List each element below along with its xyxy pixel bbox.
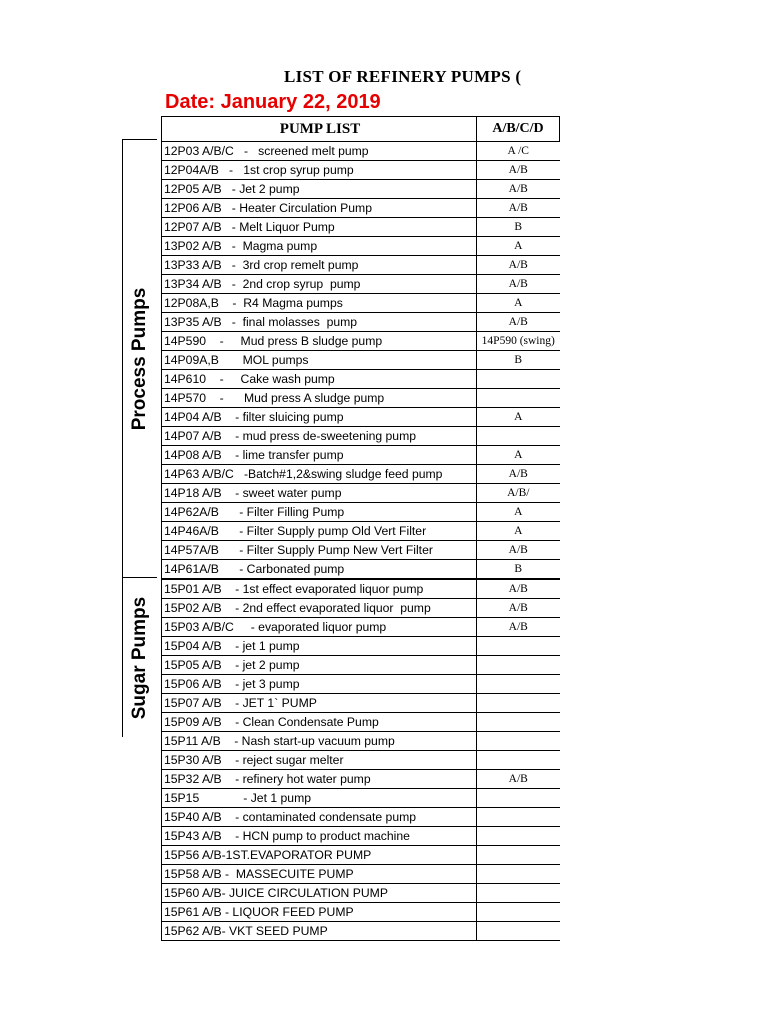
pump-name-cell: 14P09A,B MOL pumps xyxy=(162,351,477,370)
table-row xyxy=(162,427,560,446)
pump-code-cell: A/B xyxy=(477,313,560,332)
table-row xyxy=(162,694,560,713)
table-row xyxy=(162,161,560,180)
table-row xyxy=(162,465,560,484)
pump-name-cell: 14P62A/B - Filter Filling Pump xyxy=(162,503,477,522)
pump-code-cell xyxy=(477,922,560,941)
table-row xyxy=(162,370,560,389)
table-row xyxy=(162,313,560,332)
table-row xyxy=(162,389,560,408)
pump-code-cell xyxy=(477,713,560,732)
table-row xyxy=(162,865,560,884)
pump-name-cell: 14P18 A/B - sweet water pump xyxy=(162,484,477,503)
pump-code-cell: A/B xyxy=(477,199,560,218)
table-row xyxy=(162,503,560,522)
table-row xyxy=(162,408,560,427)
pump-name-cell: 12P03 A/B/C - screened melt pump xyxy=(162,142,477,161)
pump-name-cell: 14P08 A/B - lime transfer pump xyxy=(162,446,477,465)
pump-code-cell: A/B xyxy=(477,541,560,560)
pump-name-cell: 14P610 - Cake wash pump xyxy=(162,370,477,389)
pump-name-cell: 14P57A/B - Filter Supply Pump New Vert Filter xyxy=(162,541,477,560)
pump-name-cell: 15P43 A/B - HCN pump to product machine xyxy=(162,827,477,846)
pump-name-cell: 12P07 A/B - Melt Liquor Pump xyxy=(162,218,477,237)
table-row xyxy=(162,579,560,599)
group-label-process-text: Process Pumps xyxy=(129,287,150,431)
pump-code-cell: A xyxy=(477,503,560,522)
pump-name-cell: 15P61 A/B - LIQUOR FEED PUMP xyxy=(162,903,477,922)
table-row xyxy=(162,351,560,370)
pump-code-cell: A/B xyxy=(477,256,560,275)
date-label: Date: January 22, 2019 xyxy=(165,91,381,113)
table-header-row xyxy=(162,117,560,142)
table-row xyxy=(162,732,560,751)
table-row xyxy=(162,922,560,941)
pump-code-cell xyxy=(477,637,560,656)
table-row xyxy=(162,484,560,503)
pump-code-cell: A xyxy=(477,294,560,313)
pump-name-cell: 15P11 A/B - Nash start-up vacuum pump xyxy=(162,732,477,751)
table-row xyxy=(162,713,560,732)
column-header-code: A/B/C/D xyxy=(477,117,560,142)
table-row xyxy=(162,618,560,637)
column-header-pump-list: PUMP LIST xyxy=(162,117,477,142)
table-row xyxy=(162,446,560,465)
table-row xyxy=(162,199,560,218)
pump-name-cell: 15P30 A/B - reject sugar melter xyxy=(162,751,477,770)
pump-code-cell: A /C xyxy=(477,142,560,161)
pump-name-cell: 13P35 A/B - final molasses pump xyxy=(162,313,477,332)
table-row xyxy=(162,332,560,351)
pump-code-cell xyxy=(477,751,560,770)
table-row xyxy=(162,142,560,161)
table-row xyxy=(162,846,560,865)
pump-code-cell: A xyxy=(477,446,560,465)
pump-code-cell: A/B xyxy=(477,770,560,789)
pump-code-cell xyxy=(477,827,560,846)
pump-name-cell: 14P570 - Mud press A sludge pump xyxy=(162,389,477,408)
pump-name-cell: 13P02 A/B - Magma pump xyxy=(162,237,477,256)
pump-name-cell: 15P58 A/B - MASSECUITE PUMP xyxy=(162,865,477,884)
pump-code-cell xyxy=(477,427,560,446)
table-row xyxy=(162,751,560,770)
pump-code-cell xyxy=(477,656,560,675)
pump-code-cell: A xyxy=(477,237,560,256)
table-row xyxy=(162,218,560,237)
table-row xyxy=(162,770,560,789)
pump-code-cell xyxy=(477,846,560,865)
group-label-sugar-text: Sugar Pumps xyxy=(129,596,150,719)
pump-name-cell: 14P590 - Mud press B sludge pump xyxy=(162,332,477,351)
pump-name-cell: 15P40 A/B - contaminated condensate pump xyxy=(162,808,477,827)
table-row xyxy=(162,675,560,694)
pump-name-cell: 14P63 A/B/C -Batch#1,2&swing sludge feed pump xyxy=(162,465,477,484)
pump-name-cell: 13P33 A/B - 3rd crop remelt pump xyxy=(162,256,477,275)
pump-code-cell: A/B xyxy=(477,465,560,484)
pump-name-cell: 12P05 A/B - Jet 2 pump xyxy=(162,180,477,199)
pump-code-cell: A/B xyxy=(477,275,560,294)
page-title: LIST OF REFINERY PUMPS ( xyxy=(284,67,522,86)
pump-table xyxy=(161,116,560,941)
pump-name-cell: 15P03 A/B/C - evaporated liquor pump xyxy=(162,618,477,637)
table-row xyxy=(162,637,560,656)
table-row xyxy=(162,827,560,846)
pump-code-cell: B xyxy=(477,560,560,580)
table-row xyxy=(162,294,560,313)
table-row xyxy=(162,275,560,294)
pump-code-cell xyxy=(477,865,560,884)
pump-name-cell: 15P56 A/B-1ST.EVAPORATOR PUMP xyxy=(162,846,477,865)
table-row xyxy=(162,237,560,256)
pump-code-cell xyxy=(477,808,560,827)
pump-code-cell xyxy=(477,675,560,694)
pump-code-cell: A/B xyxy=(477,180,560,199)
pump-code-cell xyxy=(477,389,560,408)
pump-code-cell xyxy=(477,732,560,751)
pump-code-cell: A/B/ xyxy=(477,484,560,503)
table-row xyxy=(162,256,560,275)
pump-name-cell: 15P07 A/B - JET 1` PUMP xyxy=(162,694,477,713)
pump-name-cell: 15P60 A/B- JUICE CIRCULATION PUMP xyxy=(162,884,477,903)
table-row xyxy=(162,180,560,199)
pump-code-cell: 14P590 (swing) xyxy=(477,332,560,351)
pump-name-cell: 15P04 A/B - jet 1 pump xyxy=(162,637,477,656)
pump-code-cell: A/B xyxy=(477,618,560,637)
pump-name-cell: 15P09 A/B - Clean Condensate Pump xyxy=(162,713,477,732)
table-row xyxy=(162,541,560,560)
pump-name-cell: 12P04A/B - 1st crop syrup pump xyxy=(162,161,477,180)
group-label-sugar-pumps xyxy=(122,577,157,737)
pump-name-cell: 15P05 A/B - jet 2 pump xyxy=(162,656,477,675)
pump-name-cell: 15P02 A/B - 2nd effect evaporated liquor pump xyxy=(162,599,477,618)
group-label-process-pumps xyxy=(122,139,157,578)
table-row xyxy=(162,560,560,580)
pump-name-cell: 15P06 A/B - jet 3 pump xyxy=(162,675,477,694)
pump-code-cell xyxy=(477,694,560,713)
pump-name-cell: 14P07 A/B - mud press de-sweetening pump xyxy=(162,427,477,446)
pump-name-cell: 15P15 - Jet 1 pump xyxy=(162,789,477,808)
pump-name-cell: 15P32 A/B - refinery hot water pump xyxy=(162,770,477,789)
table-row xyxy=(162,522,560,541)
pump-code-cell xyxy=(477,884,560,903)
pump-name-cell: 14P04 A/B - filter sluicing pump xyxy=(162,408,477,427)
pump-code-cell: A/B xyxy=(477,579,560,599)
pump-name-cell: 14P61A/B - Carbonated pump xyxy=(162,560,477,580)
pump-code-cell xyxy=(477,903,560,922)
pump-name-cell: 13P34 A/B - 2nd crop syrup pump xyxy=(162,275,477,294)
pump-name-cell: 12P08A,B - R4 Magma pumps xyxy=(162,294,477,313)
pump-code-cell: B xyxy=(477,218,560,237)
table-row xyxy=(162,884,560,903)
pump-code-cell: A xyxy=(477,522,560,541)
pump-code-cell: A xyxy=(477,408,560,427)
pump-code-cell: B xyxy=(477,351,560,370)
pump-code-cell: A/B xyxy=(477,161,560,180)
table-row xyxy=(162,808,560,827)
pump-name-cell: 14P46A/B - Filter Supply pump Old Vert Filter xyxy=(162,522,477,541)
pump-code-cell xyxy=(477,370,560,389)
table-row xyxy=(162,903,560,922)
pump-name-cell: 12P06 A/B - Heater Circulation Pump xyxy=(162,199,477,218)
table-row xyxy=(162,599,560,618)
pump-code-cell xyxy=(477,789,560,808)
table-row xyxy=(162,656,560,675)
pump-name-cell: 15P01 A/B - 1st effect evaporated liquor pump xyxy=(162,579,477,599)
pump-name-cell: 15P62 A/B- VKT SEED PUMP xyxy=(162,922,477,941)
table-row xyxy=(162,789,560,808)
pump-code-cell: A/B xyxy=(477,599,560,618)
